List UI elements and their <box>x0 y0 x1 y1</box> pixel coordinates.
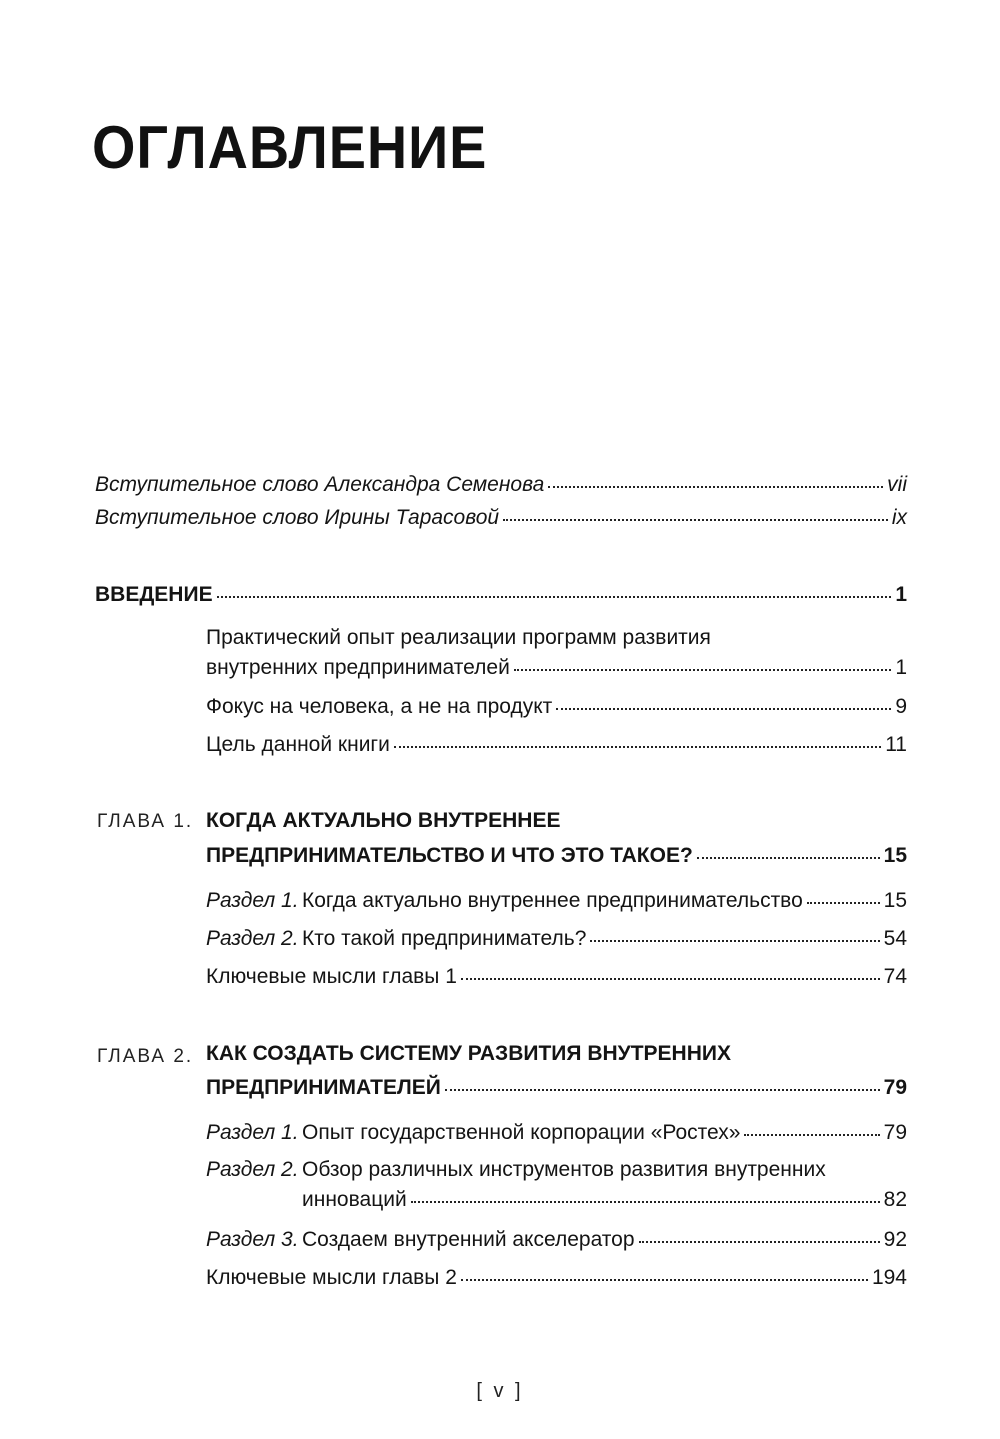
leader-dots <box>556 708 891 710</box>
toc-entry-text: Раздел 1. Когда актуально внутреннее предпринимательство <box>206 888 803 914</box>
toc-entry-intro[interactable] <box>95 582 907 608</box>
toc-entry-ch2-sec2-line1[interactable]: Раздел 2. Обзор различных инструментов развития внутренних <box>206 1157 826 1183</box>
chapter-2-title-line1[interactable]: КАК СОЗДАТЬ СИСТЕМУ РАЗВИТИЯ ВНУТРЕННИХ <box>206 1042 731 1065</box>
toc-entry-text: Раздел 2. Кто такой предприниматель? <box>206 926 586 952</box>
section-label: Раздел 1. <box>206 1121 299 1144</box>
leader-dots <box>514 669 892 671</box>
toc-page-number: 54 <box>883 927 907 950</box>
toc-entry-foreword-2[interactable] <box>95 505 907 531</box>
toc-entry-text: Фокус на человека, а не на продукт <box>206 695 553 718</box>
chapter-1-title-line1[interactable]: КОГДА АКТУАЛЬНО ВНУТРЕННЕЕ <box>206 809 561 832</box>
chapter-1-label: ГЛАВА 1. <box>97 811 194 832</box>
toc-page-number: ix <box>891 506 907 529</box>
leader-dots <box>639 1241 880 1243</box>
toc-page-number: 1 <box>895 583 907 606</box>
toc-entry-chapter-2[interactable] <box>206 1075 907 1101</box>
leader-dots <box>697 857 880 859</box>
toc-entry-ch2-summary[interactable] <box>206 1265 907 1291</box>
leader-dots <box>411 1201 880 1203</box>
leader-dots <box>394 746 881 748</box>
toc-entry-foreword-1[interactable] <box>95 472 907 498</box>
toc-page-number: 79 <box>883 1121 907 1144</box>
page-title: ОГЛАВЛЕНИЕ <box>92 114 488 181</box>
toc-entry-ch2-sec2[interactable] <box>302 1187 907 1213</box>
toc-entry-text: Раздел 3. Создаем внутренний акселератор <box>206 1227 635 1253</box>
toc-page-number: 82 <box>883 1188 907 1211</box>
toc-entry-chapter-1[interactable] <box>206 843 907 869</box>
section-label: Раздел 1. <box>206 889 299 912</box>
toc-entry-text: Раздел 1. Опыт государственной корпорации «Ростех» <box>206 1120 740 1146</box>
toc-entry-ch2-sec3[interactable] <box>206 1227 907 1253</box>
leader-dots <box>445 1089 880 1091</box>
leader-dots <box>548 486 883 488</box>
section-label: Раздел 3. <box>206 1228 299 1251</box>
toc-page-number: 92 <box>883 1228 907 1251</box>
leader-dots <box>217 596 892 598</box>
toc-page-number: 11 <box>885 733 907 756</box>
toc-entry-ch2-sec1[interactable] <box>206 1120 907 1146</box>
toc-page-number: 15 <box>883 844 907 867</box>
toc-entry-text: внутренних предпринимателей <box>206 656 510 679</box>
toc-entry-text: ПРЕДПРИНИМАТЕЛЕЙ <box>206 1076 441 1099</box>
toc-entry-text: ПРЕДПРИНИМАТЕЛЬСТВО И ЧТО ЭТО ТАКОЕ? <box>206 844 693 867</box>
toc-entry-text: ВВЕДЕНИЕ <box>95 583 213 606</box>
toc-entry-text: Вступительное слово Александра Семенова <box>95 473 545 496</box>
leader-dots <box>461 978 880 980</box>
toc-entry-text: инноваций <box>302 1188 407 1211</box>
leader-dots <box>503 519 888 521</box>
toc-page-number: 1 <box>895 656 907 679</box>
leader-dots <box>807 902 880 904</box>
toc-entry-intro-2[interactable] <box>206 694 907 720</box>
toc-page-number: 15 <box>883 889 907 912</box>
toc-page-number: vii <box>887 473 907 496</box>
section-label: Раздел 2. <box>206 927 299 950</box>
section-label: Раздел 2. <box>206 1158 299 1181</box>
toc-entry-text: Вступительное слово Ирины Тарасовой <box>95 506 500 529</box>
leader-dots <box>590 940 879 942</box>
toc-entry-ch1-sec1[interactable] <box>206 888 907 914</box>
toc-entry-text: Ключевые мысли главы 1 <box>206 965 457 988</box>
toc-entry-ch1-summary[interactable] <box>206 964 907 990</box>
toc-entry-text: Цель данной книги <box>206 733 390 756</box>
leader-dots <box>461 1279 868 1281</box>
toc-page-number: 79 <box>883 1076 907 1099</box>
toc-page-number: 74 <box>883 965 907 988</box>
toc-page-number: 9 <box>895 695 907 718</box>
toc-entry-intro-1-line1[interactable]: Практический опыт реализации программ развития <box>206 626 711 649</box>
toc-entry-intro-3[interactable] <box>206 732 907 758</box>
toc-entry-ch1-sec2[interactable] <box>206 926 907 952</box>
page-number-footer: [ v ] <box>476 1380 524 1402</box>
toc-entry-intro-1[interactable] <box>206 655 907 681</box>
chapter-2-label: ГЛАВА 2. <box>97 1046 194 1067</box>
leader-dots <box>744 1134 879 1136</box>
toc-entry-text: Ключевые мысли главы 2 <box>206 1266 457 1289</box>
toc-page-number: 194 <box>871 1266 907 1289</box>
